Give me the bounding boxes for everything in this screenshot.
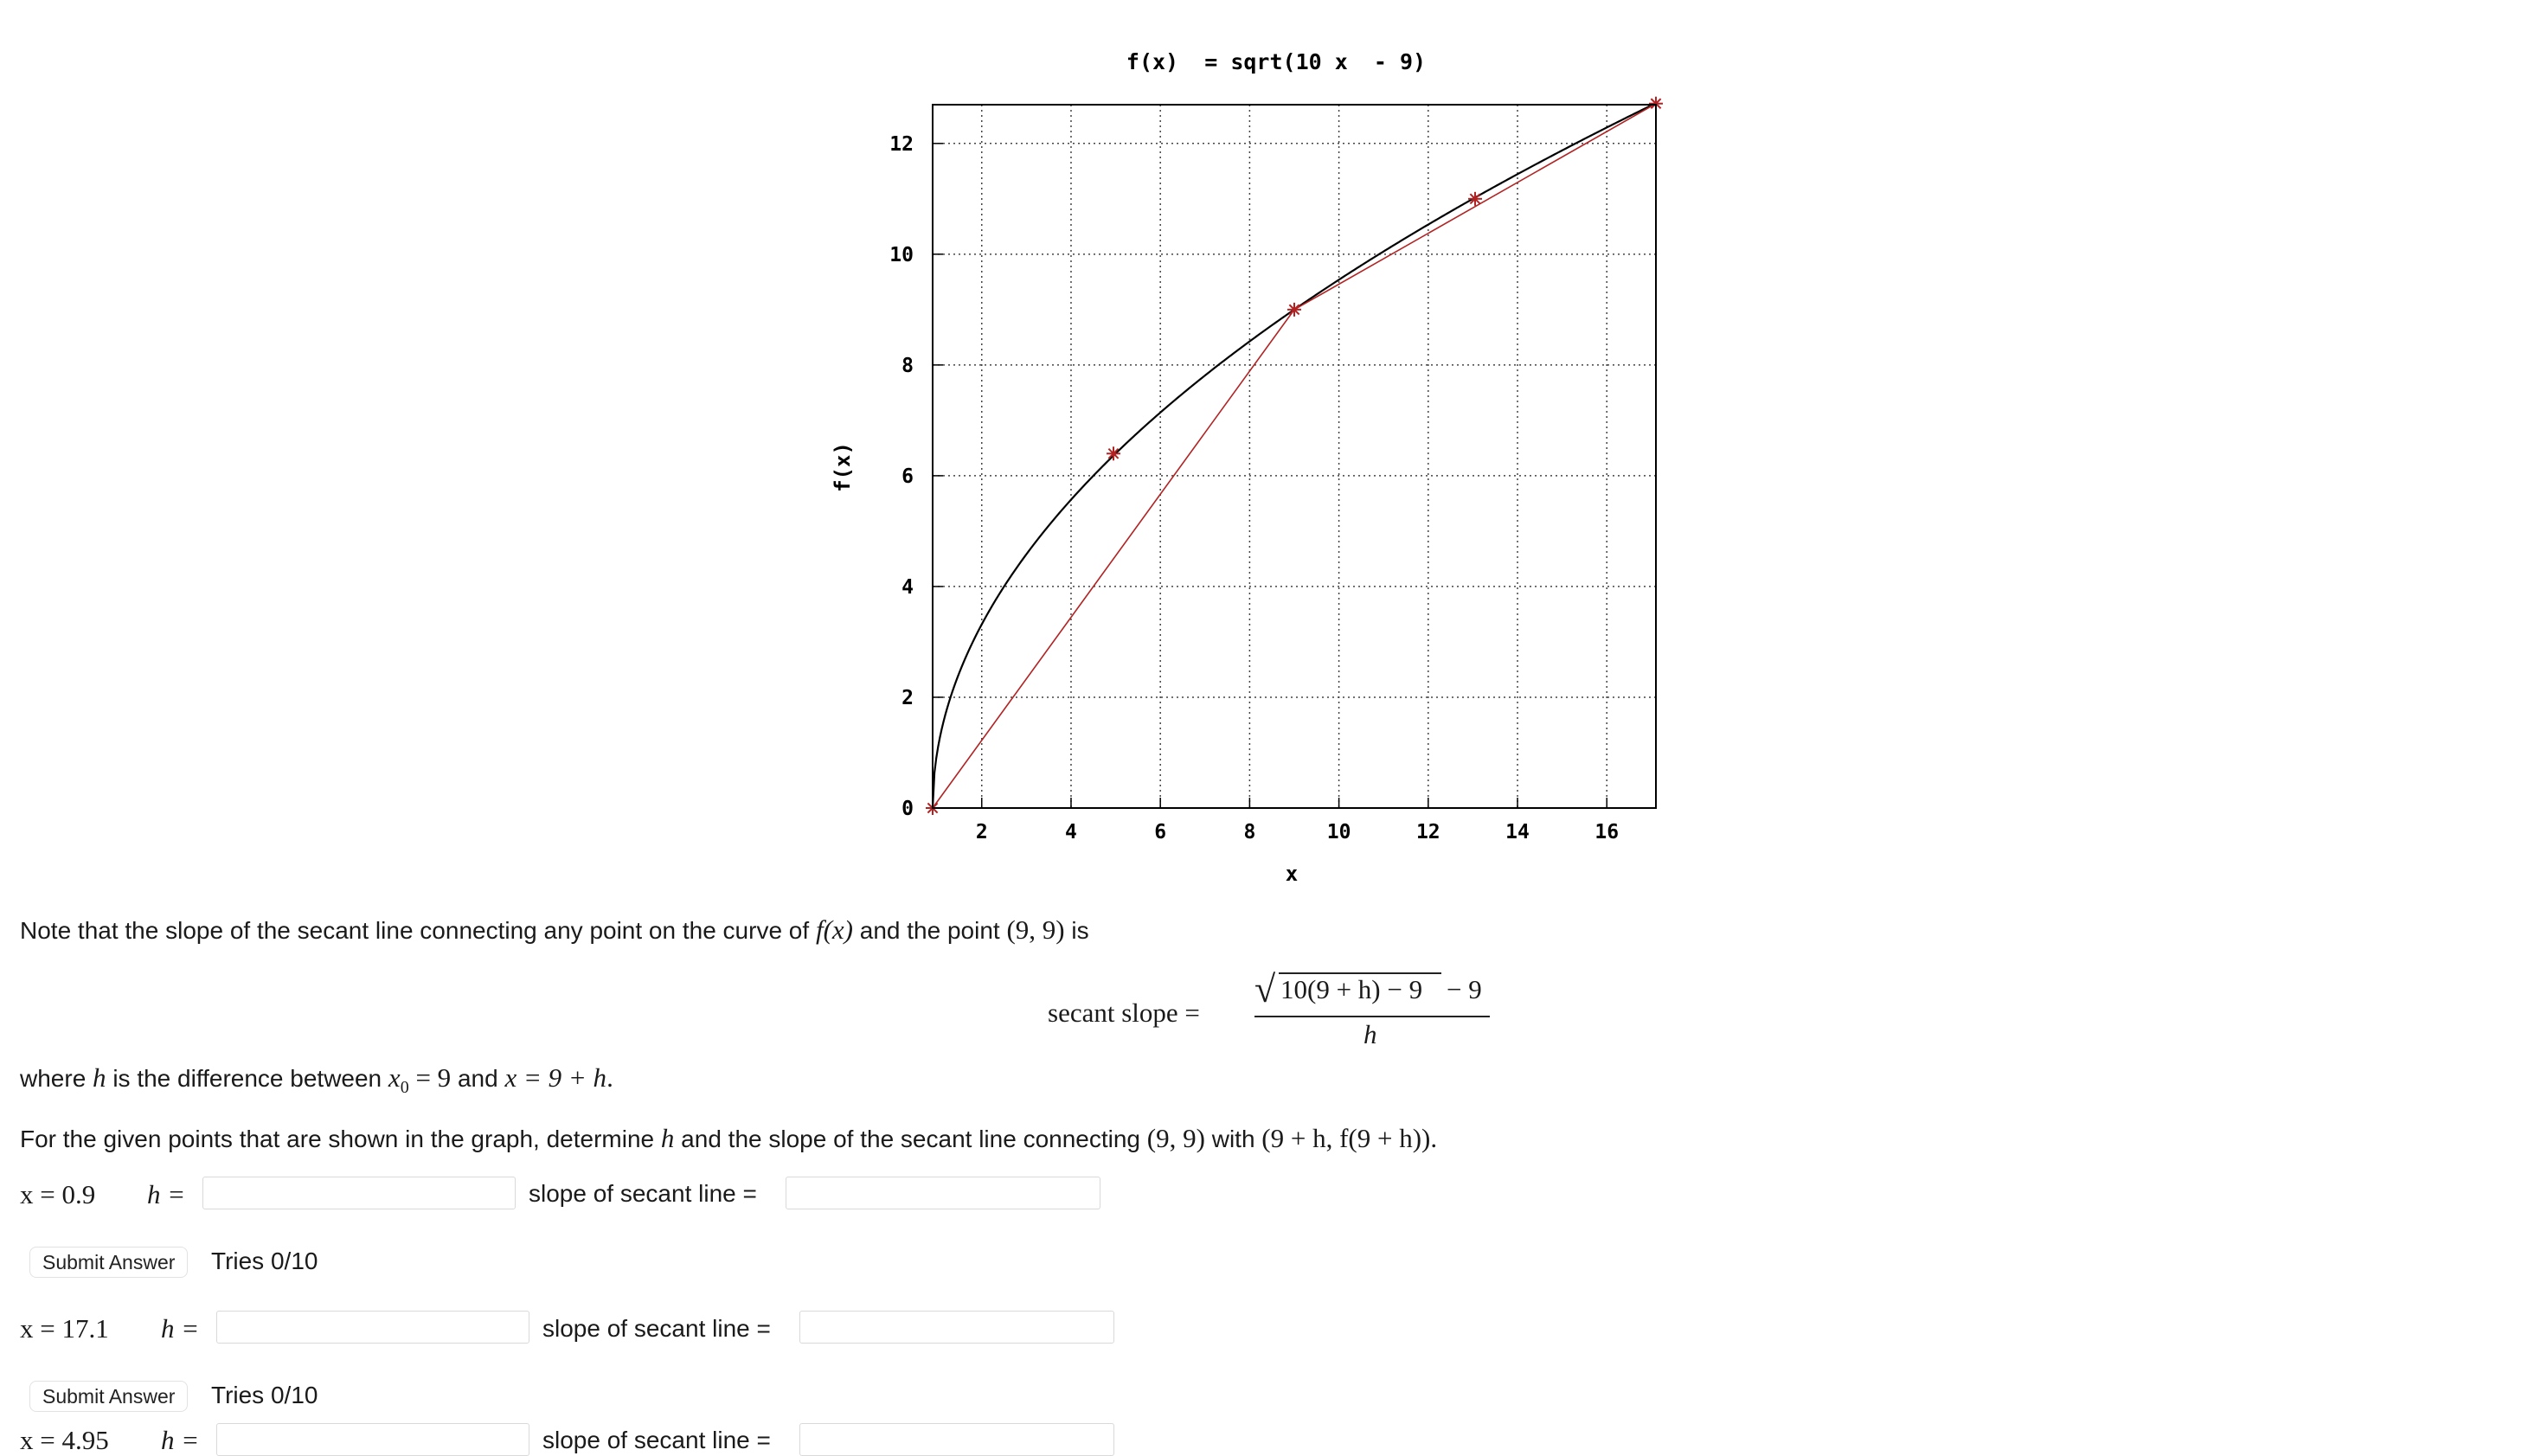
y-tick-label-6: 6 [901,465,914,488]
problem-3-h-label: h = [161,1425,200,1455]
numerator-radicand: 10(9 + h) − 9 [1280,974,1423,1004]
note-point: (9, 9) [1006,914,1065,945]
x-tick-label-4: 4 [1065,821,1077,843]
problem-1-x-label: x = 0.9 [20,1179,96,1209]
problem-2-submit-button[interactable]: Submit Answer [29,1381,188,1412]
y-tick-label-12: 12 [889,132,914,156]
problem-1-submit-button[interactable]: Submit Answer [29,1247,188,1278]
given-line [20,1123,1437,1154]
note-text-1: Note that the slope of the secant line connecting any point on the curve of [20,917,810,944]
given-text-3: with [1211,1126,1255,1152]
problem-2-h-label: h = [161,1313,200,1344]
x-tick-label-16: 16 [1594,821,1620,843]
given-text-2: and the slope of the secant line connecting [681,1126,1140,1152]
given-point-2: (9 + h, f(9 + h)). [1261,1123,1438,1153]
problem-3-slope-input[interactable] [799,1423,1114,1456]
note-text-3: is [1071,917,1089,944]
series [933,103,1656,808]
problem-1-slope-label: slope of secant line = [529,1180,757,1207]
x-tick-label-12: 12 [1415,821,1440,843]
denominator: h [1363,1019,1377,1049]
where-x0: $x_0 = 9$ [388,1062,452,1098]
x-tick-label-14: 14 [1505,821,1530,843]
problem-2-slope-label: slope of secant line = [542,1315,771,1342]
x-axis-label: x [1285,862,1299,886]
note-fx: f(x) [815,914,853,945]
tick-labels [889,133,1619,843]
where-line: where h is the difference between $x_0 = 9$ and x = 9 + h. [20,1062,613,1098]
where-text-2: is the difference between [112,1065,382,1092]
y-axis-label: f(x) [831,442,855,492]
given-point-1: (9, 9) [1146,1123,1205,1153]
note-text-2: and the point [859,917,1000,944]
problem-1-h-input[interactable] [202,1177,516,1209]
problem-2-h-input[interactable] [216,1311,529,1344]
function-curve [933,103,1656,808]
where-text-3: and [457,1065,498,1092]
problem-2-tries: Tries 0/10 [211,1382,318,1408]
problem-1-tries: Tries 0/10 [211,1248,318,1274]
problem-2-slope-input[interactable] [799,1311,1114,1344]
problem-2-x-label: x = 17.1 [20,1313,109,1344]
where-x: x = 9 + h [504,1062,607,1093]
fraction-bar [1254,1016,1490,1017]
y-tick-label-4: 4 [901,575,914,599]
y-tick-label-0: 0 [901,798,914,820]
problem-3-h-input[interactable] [216,1423,529,1456]
problem-3-x-label: x = 4.95 [20,1425,109,1455]
given-h: h [660,1123,675,1153]
x-tick-label-10: 10 [1326,821,1351,843]
problem-3-slope-label: slope of secant line = [542,1427,771,1453]
point-marker-2 [1287,303,1301,317]
y-tick-label-8: 8 [901,354,914,377]
secant-slope-label: secant slope = [1048,997,1200,1028]
y-tick-label-2: 2 [901,686,914,709]
y-tick-label-10: 10 [889,243,914,266]
given-text-1: For the given points that are shown in the graph, determine [20,1126,655,1152]
numerator-tail: − 9 [1447,974,1482,1004]
x-tick-label-6: 6 [1154,821,1167,843]
plot-frame [933,105,1656,808]
secant-line-1 [933,310,1294,808]
sqrt-sign: √ [1254,968,1276,1010]
secant-line-2 [1294,104,1656,310]
point-marker-1 [1107,446,1120,460]
where-text-1: where [20,1065,87,1092]
where-h: h [93,1062,106,1093]
chart-title: f(x) = sqrt(10 x - 9) [1126,49,1427,74]
x-tick-label-2: 2 [975,821,988,843]
x-tick-label-8: 8 [1243,821,1256,843]
problem-1-slope-input[interactable] [786,1177,1100,1209]
problem-1-h-label: h = [147,1179,186,1209]
markers [926,97,1663,815]
grid [933,105,1656,808]
note-line [20,914,1089,946]
